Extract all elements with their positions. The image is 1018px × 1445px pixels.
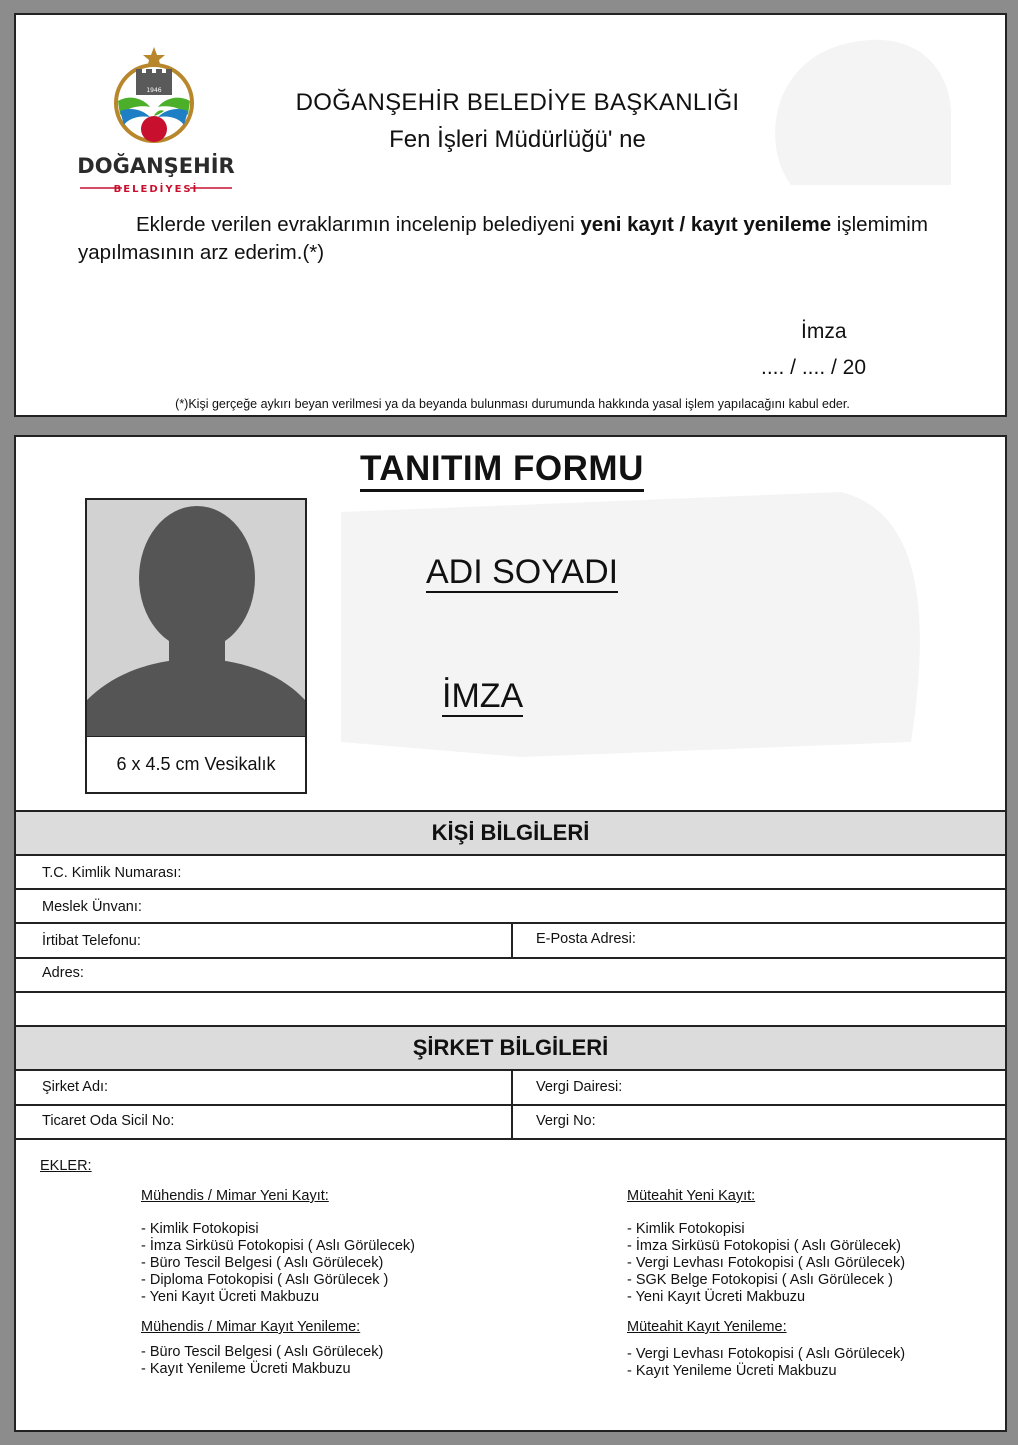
divider xyxy=(16,1104,1005,1106)
watermark-logo xyxy=(321,492,941,762)
footnote: (*)Kişi gerçeğe aykırı beyan verilmesi ya da beyanda bulunması durumunda hakkında yasal işlem yapılacağını kabul eder. xyxy=(175,397,850,411)
letter-recipient-title: DOĞANŞEHİR BELEDİYE BAŞKANLIĞI xyxy=(295,89,740,116)
divider xyxy=(16,854,1005,856)
contractor-new-list xyxy=(627,1221,905,1306)
identification-form-panel xyxy=(14,435,1007,1432)
engineer-renewal-title: Mühendis / Mimar Kayıt Yenileme: xyxy=(141,1319,361,1335)
person-silhouette-icon xyxy=(87,500,305,736)
occupation-field[interactable]: Meslek Ünvanı: xyxy=(42,899,142,915)
list-item: - Kayıt Yenileme Ücreti Makbuzu xyxy=(627,1363,837,1379)
company-name-field[interactable]: Şirket Adı: xyxy=(42,1079,109,1095)
list-item: - Yeni Kayıt Ücreti Makbuzu xyxy=(141,1289,320,1305)
list-item: - Vergi Levhası Fotokopisi ( Aslı Görülecek) xyxy=(627,1255,906,1271)
signature-label: İmza xyxy=(801,320,847,343)
engineer-renewal-list xyxy=(141,1344,383,1378)
tax-office-field[interactable]: Vergi Dairesi: xyxy=(536,1079,623,1095)
attachments-heading: EKLER: xyxy=(40,1158,92,1174)
list-item: - Kimlik Fotokopisi xyxy=(141,1221,259,1237)
paragraph-text-2: işlemimim yapılmasının arz ederim.(*) xyxy=(78,213,928,264)
divider xyxy=(16,1138,1005,1140)
request-paragraph xyxy=(78,211,978,267)
application-letter-panel xyxy=(14,13,1007,417)
divider xyxy=(16,957,1005,959)
address-field[interactable]: Adres: xyxy=(42,965,84,981)
contractor-renewal-list xyxy=(627,1346,905,1380)
list-item: - İmza Sirküsü Fotokopisi ( Aslı Görülecek) xyxy=(141,1238,415,1254)
contractor-new-title: Müteahit Yeni Kayıt: xyxy=(627,1188,756,1204)
contractor-renewal-title: Müteahit Kayıt Yenileme: xyxy=(627,1319,787,1335)
phone-field[interactable]: İrtibat Telefonu: xyxy=(42,933,141,949)
name-label: ADI SOYADI xyxy=(426,553,619,591)
form-title: TANITIM FORMU xyxy=(360,449,644,492)
divider xyxy=(511,923,513,957)
email-field[interactable]: E-Posta Adresi: xyxy=(536,931,636,947)
personal-info-heading: KİŞİ BİLGİLERİ xyxy=(16,812,1005,854)
list-item: - Vergi Levhası Fotokopisi ( Aslı Görülecek) xyxy=(627,1346,906,1362)
list-item: - Kimlik Fotokopisi xyxy=(627,1221,745,1237)
tc-id-field[interactable]: T.C. Kimlik Numarası: xyxy=(42,865,182,881)
list-item: - Diploma Fotokopisi ( Aslı Görülecek ) xyxy=(141,1272,389,1288)
photo-caption: 6 x 4.5 cm Vesikalık xyxy=(116,754,276,774)
list-item: - İmza Sirküsü Fotokopisi ( Aslı Görülecek) xyxy=(627,1238,901,1254)
engineer-new-list xyxy=(141,1221,415,1306)
list-item: - Yeni Kayıt Ücreti Makbuzu xyxy=(627,1289,806,1305)
company-info-heading: ŞİRKET BİLGİLERİ xyxy=(16,1027,1005,1069)
date-field: .... / .... / 20 xyxy=(761,356,867,379)
trade-registry-field[interactable]: Ticaret Oda Sicil No: xyxy=(42,1113,175,1129)
tax-number-field[interactable]: Vergi No: xyxy=(536,1113,596,1129)
photo-box[interactable] xyxy=(85,498,307,794)
list-item: - Büro Tescil Belgesi ( Aslı Görülecek) xyxy=(141,1255,384,1271)
divider xyxy=(16,888,1005,890)
list-item: - Büro Tescil Belgesi ( Aslı Görülecek) xyxy=(141,1344,384,1360)
divider xyxy=(16,991,1005,993)
letter-recipient-department: Fen İşleri Müdürlüğü' ne xyxy=(389,126,646,153)
logo-name: DOĞANŞEHİR xyxy=(77,154,235,178)
logo-year: 1946 xyxy=(146,87,162,94)
logo-sub: BELEDİYESİ xyxy=(113,184,199,195)
paragraph-bold-text: yeni kayıt / kayıt yenileme xyxy=(580,213,832,236)
paragraph-text-1: Eklerde verilen evraklarımın incelenip belediyeni xyxy=(136,213,581,236)
photo-placeholder xyxy=(87,500,305,737)
signature-field-label: İMZA xyxy=(442,677,524,715)
engineer-new-title: Mühendis / Mimar Yeni Kayıt: xyxy=(141,1188,329,1204)
list-item: - Kayıt Yenileme Ücreti Makbuzu xyxy=(141,1361,351,1377)
list-item: - SGK Belge Fotokopisi ( Aslı Görülecek ) xyxy=(627,1272,893,1288)
municipality-logo xyxy=(66,45,246,195)
